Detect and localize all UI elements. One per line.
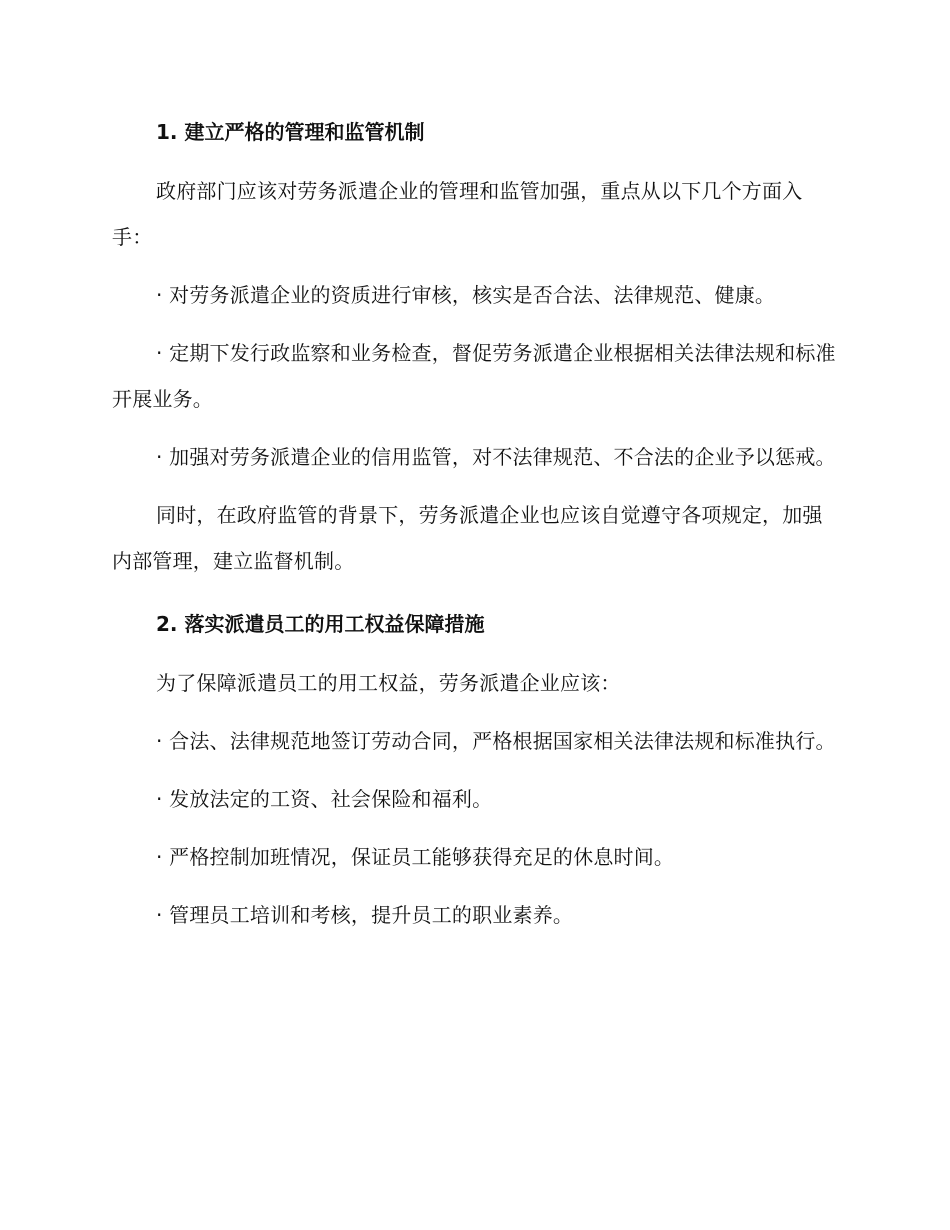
section-1-intro: 政府部门应该对劳务派遣企业的管理和监管加强，重点从以下几个方面入手：: [112, 179, 803, 249]
section-2-bullet-4: · 管理员工培训和考核，提升员工的职业素养。: [156, 903, 574, 927]
section-2-bullet-1: · 合法、法律规范地签订劳动合同，严格根据国家相关法律法规和标准执行。: [156, 729, 836, 753]
section-2-bullet-3: · 严格控制加班情况，保证员工能够获得充足的休息时间。: [156, 845, 675, 869]
section-2-intro: 为了保障派遣员工的用工权益，劳务派遣企业应该：: [156, 671, 621, 695]
section-1-heading: 1. 建立严格的管理和监管机制: [156, 120, 425, 144]
section-1-bullet-1: · 对劳务派遣企业的资质进行审核，核实是否合法、法律规范、健康。: [156, 283, 776, 307]
section-2-heading: 2. 落实派遣员工的用工权益保障措施: [156, 612, 485, 636]
section-2-bullet-2: · 发放法定的工资、社会保险和福利。: [156, 787, 493, 811]
section-1-bullet-2: · 定期下发行政监察和业务检查，督促劳务派遣企业根据相关法律法规和标准开展业务。: [112, 341, 836, 411]
section-1-bullet-3: · 加强对劳务派遣企业的信用监管，对不法律规范、不合法的企业予以惩戒。: [156, 445, 836, 469]
section-1-closing: 同时，在政府监管的背景下，劳务派遣企业也应该自觉遵守各项规定，加强内部管理，建立监督机制。: [112, 503, 823, 573]
